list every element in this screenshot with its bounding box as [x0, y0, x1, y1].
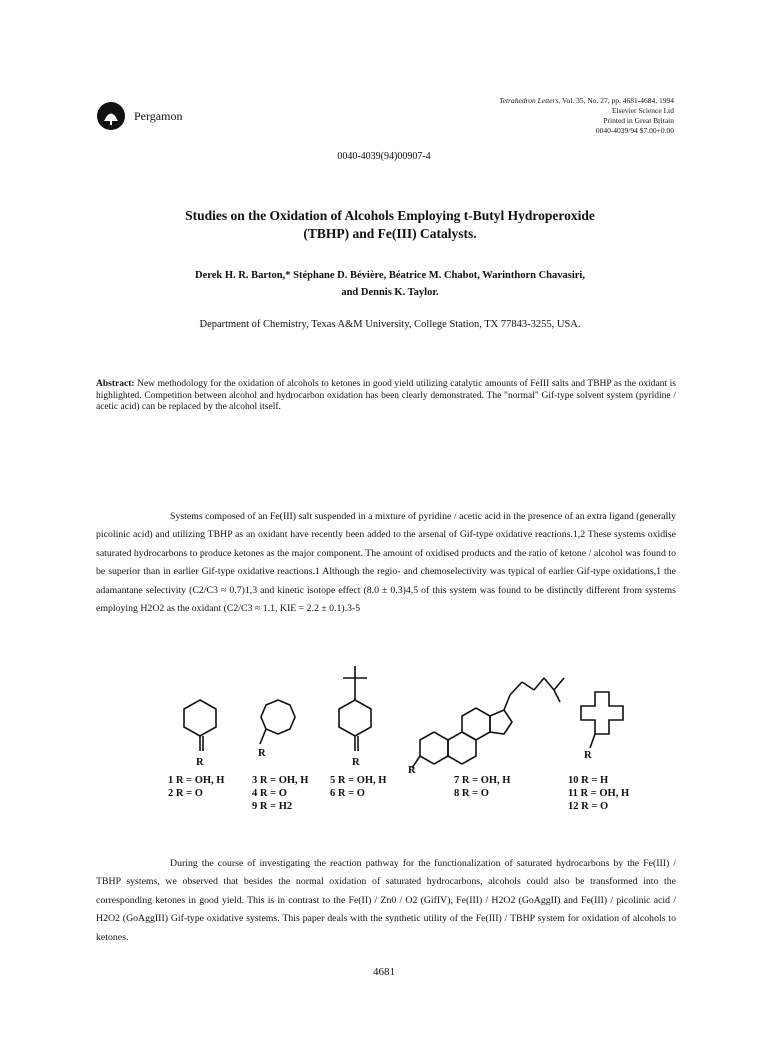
compound-label: 6 R = O — [330, 788, 365, 799]
compound-label: 2 R = O — [168, 788, 203, 799]
authors-line-1: Derek H. R. Barton,* Stéphane D. Bévière, Béatrice M. Chabot, Warinthorn Chavasiri, — [195, 270, 585, 281]
r-label-2: R — [258, 748, 266, 759]
journal-line3: Printed in Great Britain — [603, 116, 674, 125]
tert-butylcyclohexane-structure — [339, 666, 371, 751]
journal-name: Tetrahedron Letters, — [499, 96, 561, 105]
journal-line4: 0040-4039/94 $7.00+0.00 — [595, 126, 674, 135]
title-line-1: Studies on the Oxidation of Alcohols Employing t-Butyl Hydroperoxide — [185, 208, 595, 223]
publisher-logo — [96, 98, 266, 134]
cyclooctane-structure — [260, 700, 295, 744]
compound-labels-1 — [168, 774, 224, 800]
cross-bicyclic-structure — [581, 692, 623, 748]
journal-info — [354, 96, 674, 136]
doi: 0040-4039(94)00907-4 — [337, 151, 431, 162]
compound-labels-4 — [454, 774, 510, 800]
journal-line2: Elsevier Science Ltd — [611, 106, 674, 115]
journal-ref: Vol. 35, No. 27, pp. 4681-4684, 1994 — [560, 96, 674, 105]
body-paragraph-2: During the course of investigating the reaction pathway for the functionalization of saturated hydrocarbons by the Fe(III) / TBHP systems, we observed that besides the normal oxidation of saturated hydrocarbons, alcohols could also be transformed into the corresponding ketones in good yield. This is in contrast to the Fe(II) / Zn0 / O2 (GifIV), Fe(III) / H2O2 (GoAggII) and Fe(III) / picolinic acid / H2O2 (GoAggIII) Gif-type oxidative systems. This paper deals with the synthetic utility of the Fe(III) / TBHP system for oxidation of alcohols to ketones. — [96, 858, 676, 943]
body-paragraph-1: Systems composed of an Fe(III) salt suspended in a mixture of pyridine / acetic acid in the presence of an extra ligand (generally picolinic acid) and utilizing TBHP as an oxidant have recently been added to the arsenal of Gif-type oxidative reactions.1,2 These systems oxidise saturated hydrocarbons to produce ketones as the major component. The amount of oxidised products and the ratio of ketone / alcohol was found to be superior than in earlier Gif-type oxidative reactions.1 Although the regio- and chemoselectivity was typical of earlier Gif-type oxidations,1 the adamantane selectivity (C2/C3 ≈ 0.7)1,3 and kinetic isotope effect (8.0 ± 0.3)4,5 of this system was found to be distinctly different from systems employing H2O2 as the oxidant (C2/C3 ≈ 1.1, KIE = 2.2 ± 0.1).3-5 — [96, 511, 676, 615]
compound-label: 4 R = O — [252, 788, 287, 799]
compound-labels-5 — [568, 774, 629, 813]
cyclohexane-structure — [184, 700, 216, 751]
compound-labels-3 — [330, 774, 386, 800]
r-label-5: R — [584, 750, 592, 761]
compound-label: 10 R = H — [568, 775, 609, 786]
r-label-3: R — [352, 757, 360, 768]
compound-label: 7 R = OH, H — [454, 775, 511, 786]
compound-labels-2 — [252, 774, 308, 813]
title-line-2: (TBHP) and Fe(III) Catalysts. — [303, 226, 477, 241]
cholestane-structure — [412, 678, 564, 768]
compound-label: 11 R = OH, H — [568, 788, 630, 799]
compound-label: 8 R = O — [454, 788, 489, 799]
abstract-label: Abstract: — [96, 379, 135, 389]
chemical-structures-figure — [150, 660, 650, 840]
page-number: 4681 — [373, 966, 395, 978]
compound-label: 3 R = OH, H — [252, 775, 309, 786]
authors-line-2: and Dennis K. Taylor. — [341, 287, 439, 298]
abstract — [96, 379, 676, 414]
abstract-text: New methodology for the oxidation of alcohols to ketones in good yield utilizing catalytic amounts of FeIII salts and TBHP as the oxidant is highlighted. Competition between alcohol and hydrocarbon oxidation has been clearly demonstrated. The "normal" Gif-type solvent system (pyridine / acetic acid) can be replaced by the alcohol itself. — [96, 379, 676, 412]
article-title — [120, 207, 660, 243]
compound-label: 1 R = OH, H — [168, 775, 225, 786]
r-label-4: R — [408, 765, 416, 776]
publisher-name: Pergamon — [134, 108, 183, 123]
affiliation: Department of Chemistry, Texas A&M University, College Station, TX 77843-3255, USA. — [199, 319, 581, 330]
pergamon-tree-icon — [96, 101, 126, 131]
compound-label: 12 R = O — [568, 801, 609, 812]
compound-label: 5 R = OH, H — [330, 775, 387, 786]
r-label-1: R — [196, 757, 204, 768]
compound-label: 9 R = H2 — [252, 801, 293, 812]
authors — [120, 267, 660, 301]
